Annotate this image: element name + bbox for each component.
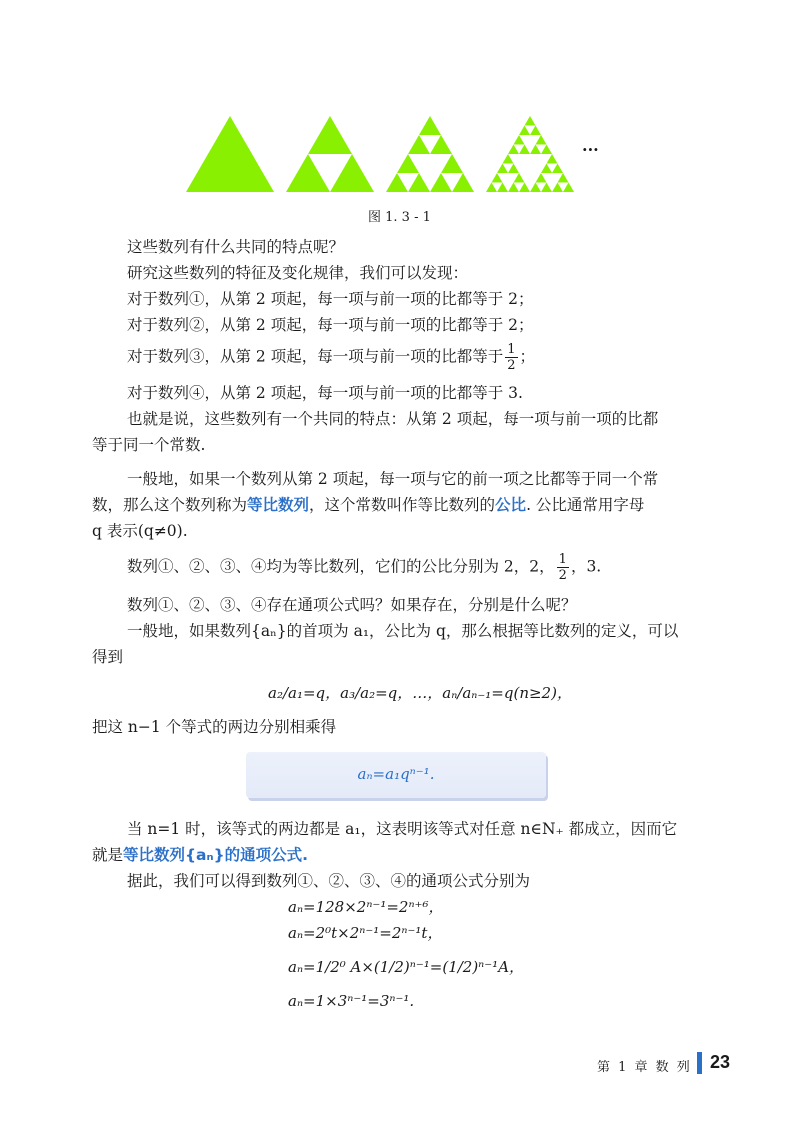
definition-text-b: ，这个常数叫作等比数列的 xyxy=(309,496,496,514)
derivation-line-1: 一般地，如果数列{aₙ}的首项为 a₁，公比为 q，那么根据等比数列的定义，可以 xyxy=(127,622,679,640)
footer-accent-bar xyxy=(697,1052,702,1074)
definition-text-a: 数，那么这个数列称为 xyxy=(92,496,248,514)
chapter-label: 第 1 章 数 列 xyxy=(597,1060,692,1075)
sequence-3-ratio xyxy=(92,342,712,373)
sequence-3-text: 对于数列③，从第 2 项起，每一项与前一项的比都等于 xyxy=(127,347,504,366)
definition-line-3: q 表示(q≠0). xyxy=(92,522,188,540)
definition-line-1: 一般地，如果一个数列从第 2 项起，每一项与它的前一项之比都等于同一个常 xyxy=(127,470,659,488)
fraction-half-ratio xyxy=(557,552,569,583)
sequence-3-end: ； xyxy=(519,347,536,366)
ratios-text: 数列①、②、③、④均为等比数列，它们的公比分别为 2，2， xyxy=(127,557,555,576)
derivation-line-2: 得到 xyxy=(92,648,124,666)
sequence-2-ratio: 对于数列②，从第 2 项起，每一项与前一项的比都等于 2； xyxy=(127,316,534,334)
term-general-formula: 等比数列{aₙ}的通项公式. xyxy=(123,846,308,864)
formula-sequence-4: aₙ=1×3ⁿ⁻¹=3ⁿ⁻¹. xyxy=(288,992,415,1010)
figure-ellipsis: ··· xyxy=(582,140,599,159)
fraction-numerator: 1 xyxy=(507,342,516,357)
formula-sequence-3: aₙ=1/2⁰ A×(1/2)ⁿ⁻¹=(1/2)ⁿ⁻¹A， xyxy=(288,958,525,976)
sequence-4-ratio: 对于数列④，从第 2 项起，每一项与前一项的比都等于 3. xyxy=(127,384,523,402)
ratio-equations: a₂/a₁=q，a₃/a₂=q，…，aₙ/aₙ₋₁=q(n≥2)， xyxy=(268,684,572,702)
formula-sequence-2: aₙ=2⁰t×2ⁿ⁻¹=2ⁿ⁻¹t， xyxy=(288,924,443,942)
fraction-half xyxy=(505,342,517,373)
general-term-conclusion xyxy=(92,844,712,866)
definition-line-2 xyxy=(92,494,712,516)
conclusion-text: 就是 xyxy=(92,846,124,864)
thus-line: 据此，我们可以得到数列①、②、③、④的通项公式分别为 xyxy=(127,872,531,890)
general-term-formula: aₙ=a₁qⁿ⁻¹. xyxy=(357,765,435,783)
multiply-sentence: 把这 n−1 个等式的两边分别相乘得 xyxy=(92,718,337,736)
fraction-numerator: 1 xyxy=(558,552,567,567)
research-intro: 研究这些数列的特征及变化规律，我们可以发现： xyxy=(127,264,469,282)
sierpinski-figure xyxy=(186,114,586,194)
term-geometric-sequence: 等比数列 xyxy=(247,496,310,514)
common-feature-line-2: 等于同一个常数. xyxy=(92,436,206,454)
formula-sequence-1: aₙ=128×2ⁿ⁻¹=2ⁿ⁺⁶， xyxy=(288,898,444,916)
formula-highlight-box xyxy=(246,752,546,798)
sierpinski-triangle-1 xyxy=(186,116,274,192)
fraction-denominator: 2 xyxy=(558,568,567,583)
question-common-feature: 这些数列有什么共同的特点呢？ xyxy=(127,238,345,256)
ratios-end: ，3. xyxy=(570,557,602,576)
general-formula-question: 数列①、②、③、④存在通项公式吗？如果存在，分别是什么呢？ xyxy=(127,596,577,614)
figure-caption: 图 1. 3 - 1 xyxy=(368,210,431,225)
page-number: 23 xyxy=(710,1052,731,1072)
n-equals-one-line: 当 n=1 时，该等式的两边都是 a₁，这表明该等式对任意 n∈N₊ 都成立，因而它 xyxy=(127,820,678,838)
fraction-denominator: 2 xyxy=(507,358,516,373)
term-common-ratio: 公比 xyxy=(495,496,527,514)
sierpinski-triangles xyxy=(186,114,586,194)
sequence-1-ratio: 对于数列①，从第 2 项起，每一项与前一项的比都等于 2； xyxy=(127,290,534,308)
common-ratios-line xyxy=(92,552,712,583)
common-feature-line-1: 也就是说，这些数列有一个共同的特点：从第 2 项起，每一项与前一项的比都 xyxy=(127,410,659,428)
definition-text-c: . 公比通常用字母 xyxy=(526,496,645,514)
